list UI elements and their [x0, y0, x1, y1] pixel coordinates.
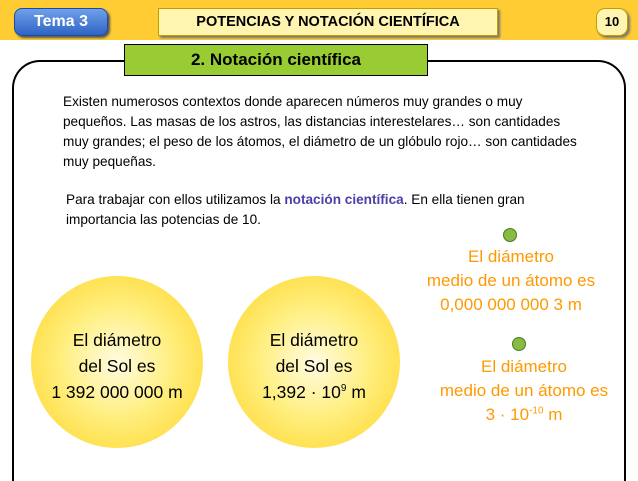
page-number: 10: [596, 8, 628, 36]
section-title: 2. Notación científica: [124, 44, 428, 76]
atom-diameter-scientific: [410, 355, 638, 427]
header-bar: [0, 0, 638, 40]
sun-diameter-scientific: [224, 327, 404, 405]
scientific-notation-paragraph: [66, 190, 586, 230]
highlight-term: notación científica: [284, 192, 404, 207]
sun-diameter-standard: [27, 327, 207, 405]
atom-value-scientific: [410, 403, 638, 427]
atom-dot-scientific: [512, 337, 526, 351]
paragraph-text-after: . En ella tienen gran importancia las potencias de 10.: [66, 192, 525, 227]
sun-unit: m: [346, 382, 366, 402]
sun-line-2: del Sol es: [275, 356, 353, 376]
atom-line-2: medio de un átomo es: [439, 381, 609, 400]
sun-line-1: El diámetro: [269, 330, 359, 350]
atom-line-2: medio de un átomo es: [426, 271, 596, 290]
sun-value-scientific: [224, 379, 404, 405]
tema-badge[interactable]: Tema 3: [14, 8, 108, 36]
atom-dot-standard: [503, 228, 517, 242]
sun-line-1: El diámetro: [72, 330, 162, 350]
intro-paragraph: Existen numerosos contextos donde aparecen números muy grandes o muy pequeños. Las masas de los astros, las distancias interestelares… son cantidades muy grandes; el peso de los átomos, el diámetro de un glóbulo rojo… son cantidades muy pequeñas.: [63, 94, 577, 169]
sun-exponent: 9: [340, 383, 347, 395]
atom-base: 3 · 10: [485, 405, 530, 424]
sun-value-standard: 1 392 000 000 m: [51, 382, 183, 402]
atom-line-1: El diámetro: [481, 357, 567, 376]
atom-unit: m: [543, 405, 563, 424]
sun-line-2: del Sol es: [78, 356, 156, 376]
atom-exponent: -10: [529, 405, 544, 417]
header-title: POTENCIAS Y NOTACIÓN CIENTÍFICA: [158, 8, 498, 36]
sun-base: 1,392 · 10: [262, 382, 341, 402]
atom-diameter-standard: [396, 245, 626, 317]
atom-line-1: El diámetro: [468, 247, 554, 266]
atom-value-standard: 0,000 000 000 3 m: [440, 295, 582, 314]
paragraph-text-before: Para trabajar con ellos utilizamos la: [66, 192, 285, 207]
